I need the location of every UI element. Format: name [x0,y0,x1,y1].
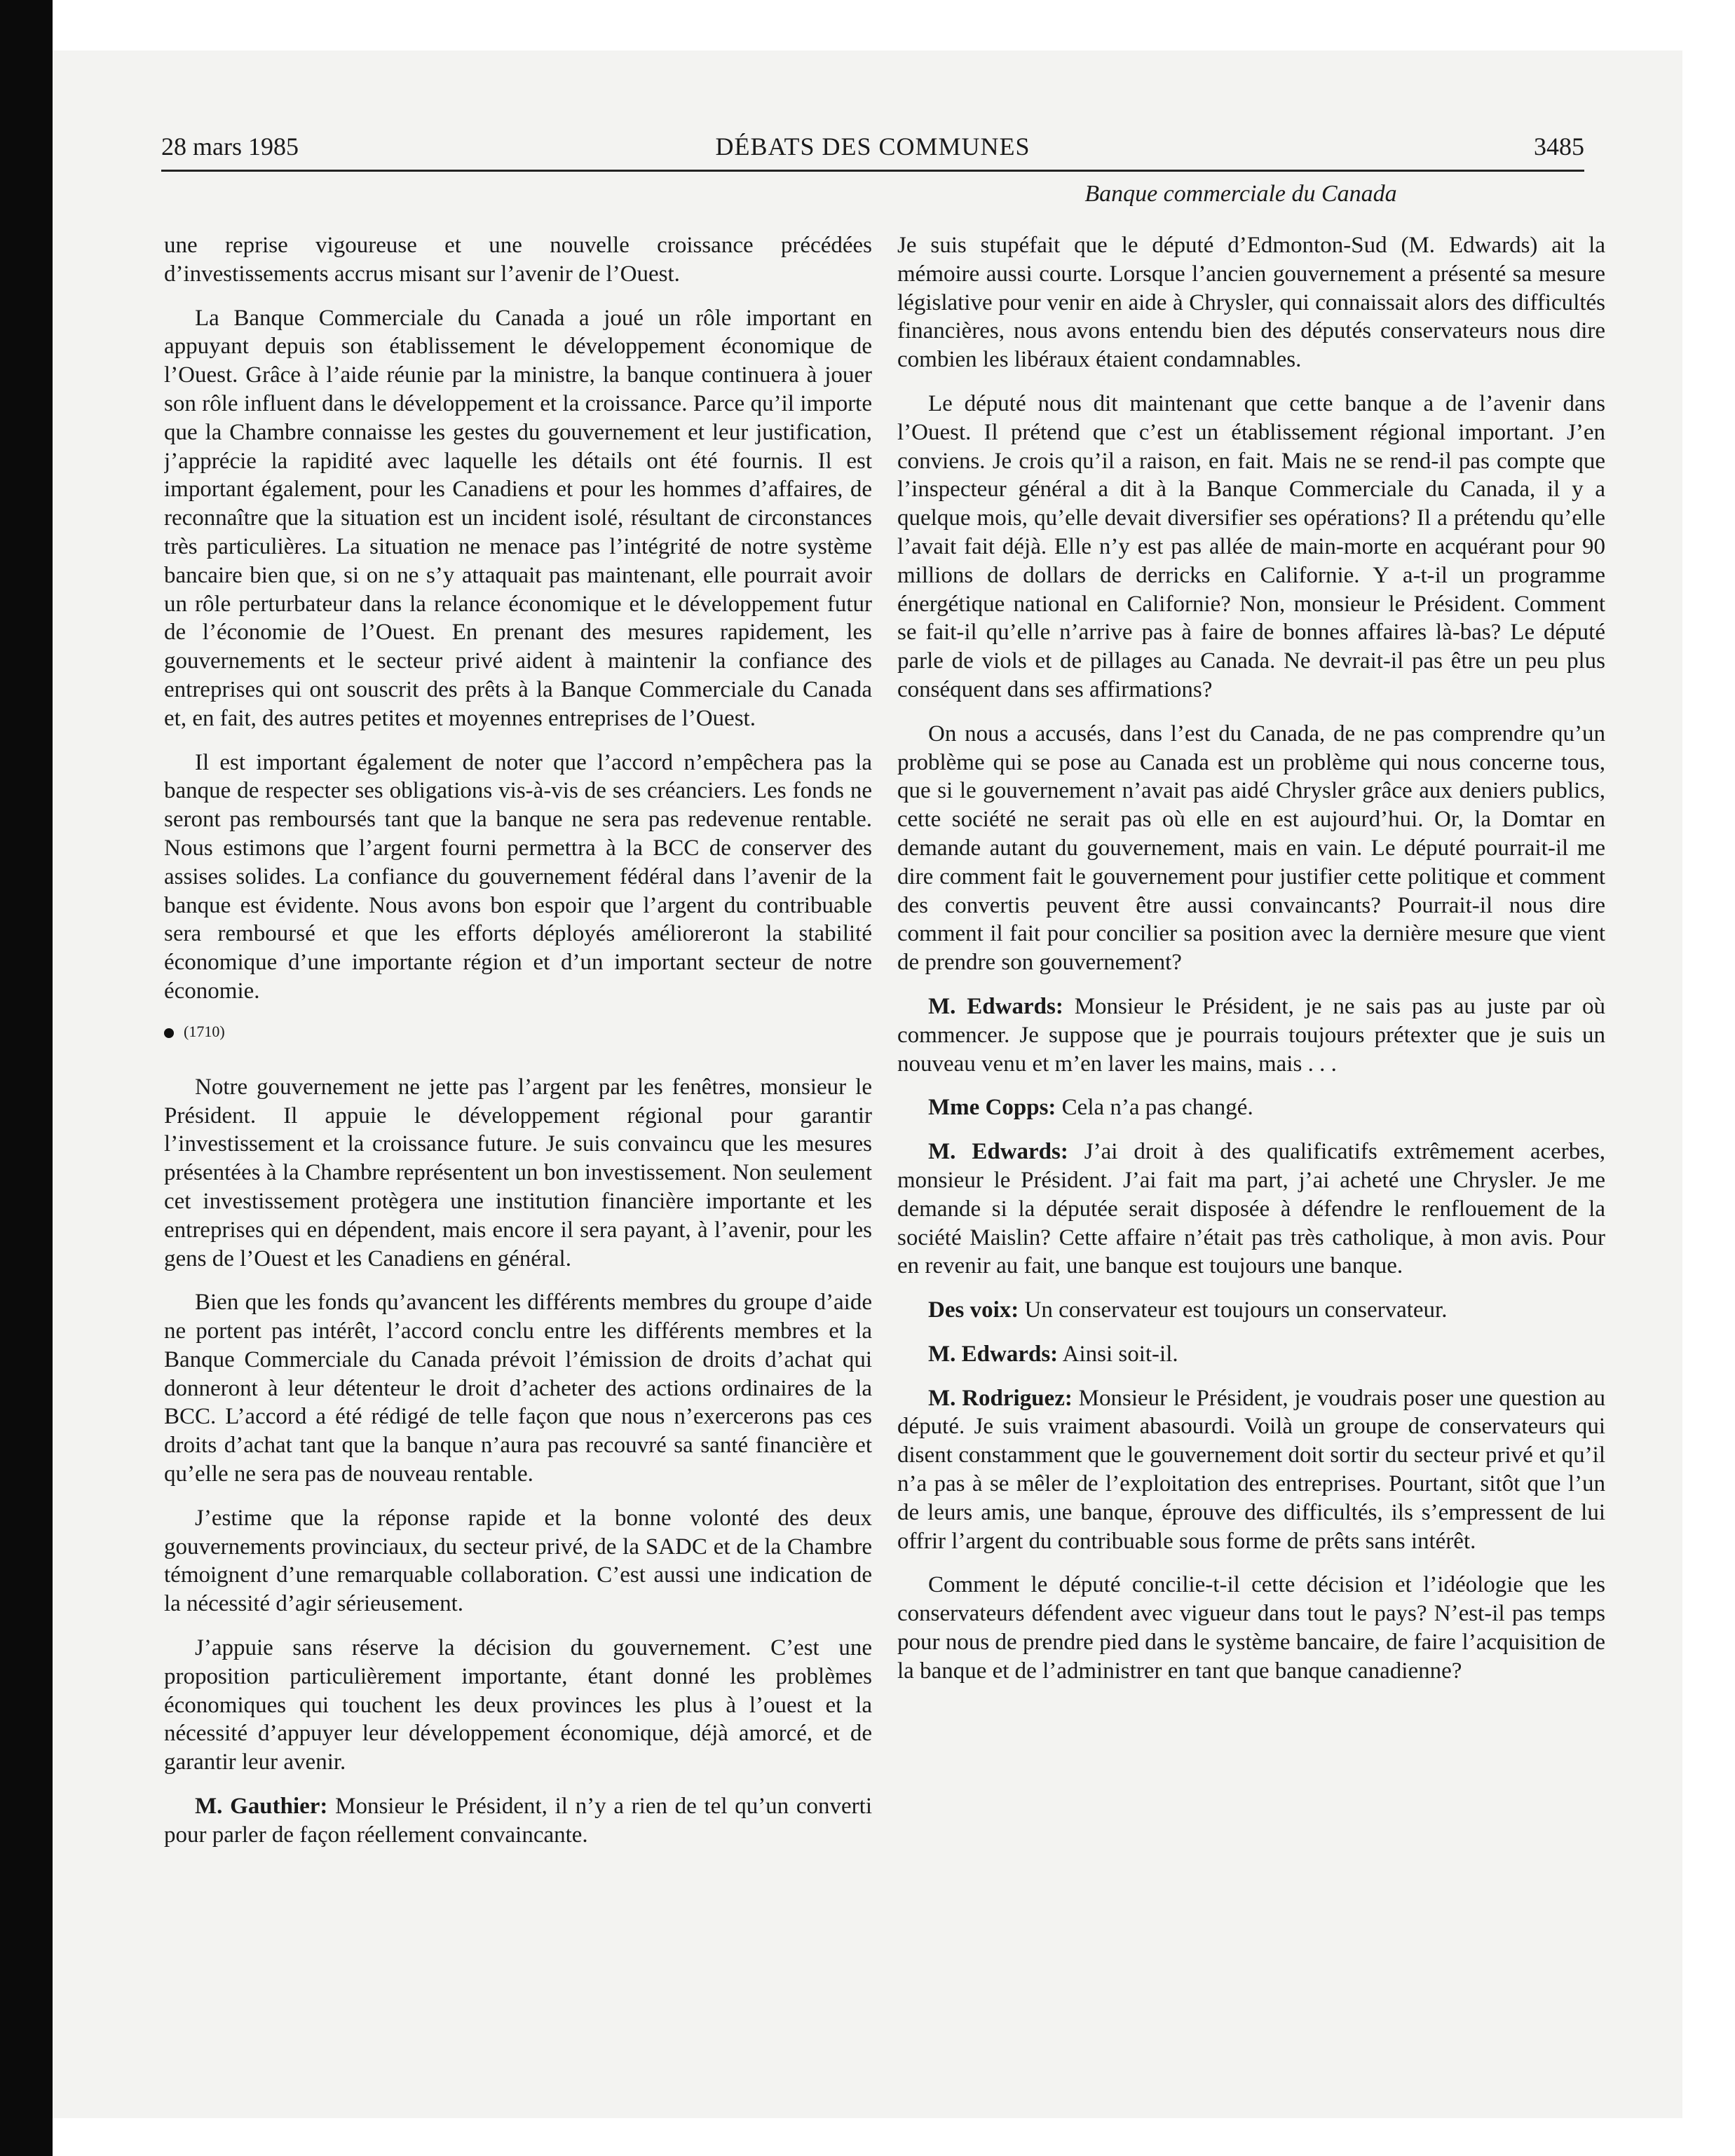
speaker-name: M. Gauthier: [195,1794,328,1820]
paragraph: On nous a accusés, dans l’est du Canada, de ne pas comprendre qu’un problème qui se pose au Canada est un problème qui nous concerne tous, que si le gouvernement n’avait pas aidé Chrysler grâce aux deniers publics, cette société ne serait pas où elle en est aujourd’hui. Or, la Domtar en demande autant du gouvernement, mais en vain. Le député pourrait-il me dire comment fait le gouvernement pour justifier cette politique et comment des convertis peuvent être aussi convaincants? Pourrait-il nous dire comment il fait pour concilier sa position avec la dernière mesure que vient de prendre son gouvernement? [897,721,1605,976]
speaker-paragraph: M. Edwards: Ainsi soit-il. [928,1341,1178,1367]
left-column [164,231,872,2089]
paragraph: J’estime que la réponse rapide et la bonne volonté des deux gouvernements provinciaux, du secteur privé, de la SADC et de la Chambre témoignent d’une remarquable collaboration. C’est aussi une indication de la nécessité d’agir sérieusement. [164,1505,872,1617]
paragraph: Notre gouvernement ne jette pas l’argent par les fenêtres, monsieur le Président. Il appuie le développement régional pour garantir l’investissement et la croissance future. Je suis convaincu que les mesures présentées à la Chambre représentent un bon investissement. Non seulement cet investissement protègera une institution financière importante et les entreprises qui en dépendent, mais encore il sera payant, à l’avenir, pour les gens de l’Ouest et les Canadiens en général. [164,1074,872,1271]
paragraph: Il est important également de noter que l’accord n’empêchera pas la banque de respecter ses obligations vis-à-vis de ses créanciers. Les fonds ne seront pas remboursés tant que la banque ne sera pas redevenue rentable. Nous estimons que l’argent fourni permettra à la BCC de conserver des assises solides. La confiance du gouvernement fédéral dans l’avenir de la banque est évidente. Nous avons bon espoir que l’argent du contribuable sera remboursé et que les efforts déployés amélioreront la stabilité économique d’une importante région et d’un important secteur de notre économie. [164,749,872,1004]
speaker-name: M. Edwards: [928,1341,1059,1367]
speaker-name: M. Rodriguez: [928,1385,1073,1411]
speaker-paragraph: Mme Copps: Cela n’a pas changé. [928,1095,1253,1121]
speaker-name: M. Edwards: [928,993,1063,1019]
time-marker: (1710) [164,1021,872,1042]
header-date: 28 mars 1985 [161,132,299,161]
page-number: 3485 [1534,132,1584,161]
paragraph: Le député nous dit maintenant que cette banque a de l’avenir dans l’Ouest. Il prétend que c’est un établissement régional important. J’en conviens. Je crois qu’il a raison, en fait. Mais ne se rend-il pas compte que l’inspecteur général a dit à la Banque Commerciale du Canada, il y a quelque mois, qu’elle devait diversifier ses opérations? Il a prétendu qu’elle l’avait fait déjà. Elle n’y est pas allée de main-morte en acquérant pour 90 millions de dollars de derricks en Californie. Y a-t-il un programme énergétique national en Californie? Non, monsieur le Président. Comment se fait-il qu’elle n’arrive pas à faire de bonnes affaires là-bas? Le député parle de viols et de pillages au Canada. Ne devrait-il pas être un peu plus conséquent dans ses affirmations? [897,390,1605,702]
scan-edge [0,0,53,2156]
paragraph: La Banque Commerciale du Canada a joué un rôle important en appuyant depuis son établissement le développement économique de l’Ouest. Grâce à l’aide réunie par la ministre, la banque continuera à jouer son rôle influent dans le développement et la croissance. Parce qu’il importe que la Chambre connaisse les gestes du gouvernement et leur justification, j’apprécie la rapidité avec laquelle les détails ont été fournis. Il est important également, pour les Canadiens et pour les hommes d’affaires, de reconnaître que la situation est un incident isolé, résultant de circonstances très particulières. La situation ne menace pas l’intégrité de notre système bancaire bien que, si on ne s’y attaquait pas maintenant, elle pourrait avoir un rôle perturbateur dans la relance économique et le développement futur de l’économie de l’Ouest. En prenant des mesures rapidement, les gouvernements et le secteur privé aident à maintenir la confiance des entreprises qui ont souscrit des prêts à la Banque Commerciale du Canada et, en fait, des autres petites et moyennes entreprises de l’Ouest. [164,305,872,731]
speaker-paragraph: M. Edwards: Monsieur le Président, je ne sais pas au juste par où commencer. Je suppose que je pourrais toujours prétexter que je suis un nouveau venu et m’en laver les mains, mais . . . [897,993,1605,1077]
header-rule [161,170,1584,172]
speaker-paragraph: Des voix: Un conservateur est toujours un conservateur. [928,1297,1448,1323]
speaker-name: Mme Copps: [928,1095,1056,1121]
paragraph: J’appuie sans réserve la décision du gouvernement. C’est une proposition particulièrement importante, étant donné les problèmes économiques qui touchent les deux provinces les plus à l’ouest et la nécessité d’appuyer leur développement économique, déjà amorcé, et de garantir leur avenir. [164,1635,872,1775]
speaker-paragraph: M. Gauthier: Monsieur le Président, il n’y a rien de tel qu’un converti pour parler de façon réellement convaincante. [164,1794,872,1848]
speaker-name: M. Edwards: [928,1139,1068,1165]
speaker-paragraph: M. Edwards: J’ai droit à des qualificatifs extrêmement acerbes, monsieur le Président. J’ai fait ma part, j’ai acheté une Chrysler. Je me demande si la députée serait disposée à défendre le renflouement de la société Maislin? Cette affaire n’était pas très catholique, à mon avis. Pour en revenir au fait, une banque est toujours une banque. [897,1139,1605,1279]
right-column [897,231,1605,2089]
speaker-paragraph: M. Rodriguez: Monsieur le Président, je voudrais poser une question au député. Je suis vraiment abasourdi. Voilà un groupe de conservateurs qui disent constamment que le gouvernement doit sortir du secteur privé et qu’il n’a pas à se mêler de l’exploitation des entreprises. Pourtant, sitôt que l’un de leurs amis, une banque, éprouve des difficultés, ils s’empressent de lui offrir l’argent du contribuable sous forme de prêts sans intérêt. [897,1385,1605,1554]
paragraph: une reprise vigoureuse et une nouvelle croissance précédées d’investissements accrus misant sur l’avenir de l’Ouest. [164,233,872,287]
page-header [161,132,1584,171]
paragraph: Comment le député concilie-t-il cette décision et l’idéologie que les conservateurs défendent avec vigueur dans tout le pays? N’est-il pas temps pour nous de prendre pied dans le système bancaire, de faire l’acquisition de la banque et de l’administrer en tant que banque canadienne? [897,1572,1605,1684]
bullet-dot-icon [164,1028,174,1038]
section-subtitle: Banque commerciale du Canada [1084,181,1397,207]
paragraph: Bien que les fonds qu’avancent les différents membres du groupe d’aide ne portent pas intérêt, l’accord conclu entre les différents membres et la Banque Commerciale du Canada prévoit l’émission de droits d’achat qui donneront à leur détenteur le droit d’acheter des actions ordinaires de la BCC. L’accord a été rédigé de telle façon que nous n’exercerons pas ces droits d’achat tant que la banque n’aura pas recouvré sa santé financière et qu’elle ne sera pas de nouveau rentable. [164,1290,872,1487]
paragraph: Je suis stupéfait que le député d’Edmonton-Sud (M. Edwards) ait la mémoire aussi courte. Lorsque l’ancien gouvernement a présenté sa mesure législative pour venir en aide à Chrysler, qui connaissait alors des difficultés financières, nous avons entendu bien des députés conservateurs nous dire combien les libéraux étaient condamnables. [897,233,1605,373]
speaker-name: Des voix: [928,1297,1019,1323]
header-title: DÉBATS DES COMMUNES [715,132,1030,161]
